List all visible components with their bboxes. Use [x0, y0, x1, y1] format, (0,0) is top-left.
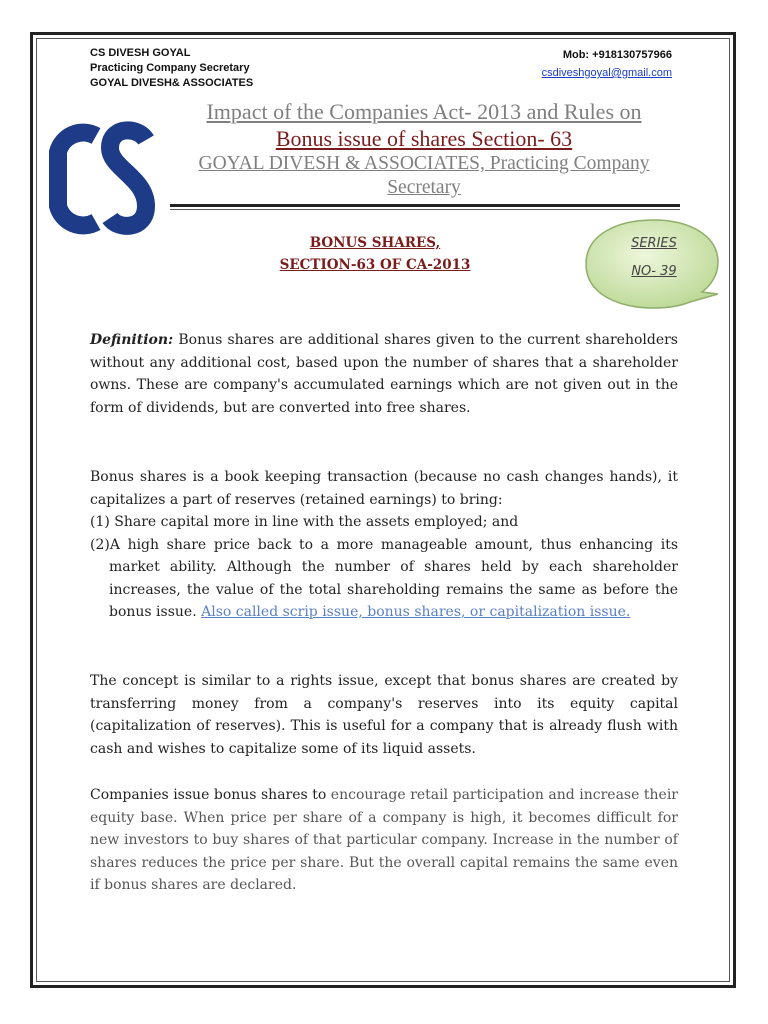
- paragraph-why-issue: [90, 784, 678, 897]
- paragraph-book-keeping: [90, 466, 678, 624]
- mobile-number: Mob: +918130757966: [562, 49, 672, 61]
- email-link[interactable]: csdiveshgoyal@gmail.com: [541, 67, 672, 79]
- firm-name: GOYAL DIVESH& ASSOCIATES: [90, 77, 254, 89]
- section-heading-line-2: SECTION-63 OF CA-2013: [279, 257, 471, 273]
- list-item-2: [90, 534, 678, 624]
- section-heading: [230, 232, 520, 276]
- definition-text: Bonus shares are additional shares given to the current shareholders without any additional cost, based upon the number of shares that a shareholder owns. These are company's accumulated earnings which are not given out in the form of dividends, but are converted into free shares.: [90, 332, 678, 416]
- scrip-issue-link[interactable]: Also called scrip issue, bonus shares, or capitalization issue.: [201, 604, 631, 620]
- letterhead-left: [90, 46, 253, 91]
- rights-issue-text: The concept is similar to a rights issue, except that bonus shares are created by transferring money from a company's reserves into its equity capital (capitalization of reserves). This is useful for a company that is already flush with cash and wishes to capitalize some of its liquid assets.: [90, 673, 678, 757]
- series-badge: [604, 230, 704, 286]
- paragraph-definition: [90, 329, 678, 419]
- series-label: SERIES: [631, 236, 677, 251]
- section-heading-line-1: BONUS SHARES,: [309, 235, 441, 251]
- title-line-4: Secretary: [387, 177, 461, 198]
- why-issue-text: encourage retail participation and increase their equity base. When price per share of a company is high, it becomes difficult for new investors to buy shares of that particular company. Increase in the number of shares reduces the price per share. But the overall capital remains the same even if bonus shares are declared.: [90, 787, 678, 893]
- book-keeping-intro: Bonus shares is a book keeping transaction (because no cash changes hands), it capitalizes a part of reserves (retained earnings) to bring:: [90, 469, 678, 508]
- series-number: NO- 39: [631, 264, 677, 279]
- author-designation: Practicing Company Secretary: [90, 62, 250, 74]
- author-name: CS DIVESH GOYAL: [90, 47, 191, 59]
- list-item-1: (1) Share capital more in line with the assets employed; and: [90, 514, 519, 530]
- title-line-2: Bonus issue of shares Section- 63: [275, 126, 573, 151]
- definition-label: Definition:: [90, 332, 174, 348]
- why-issue-lead: Companies issue bonus shares to: [90, 787, 327, 803]
- list-item-2-text: (2)A high share price back to a more manageable amount, thus enhancing its market ability. Although the number of shares held by each shareholder increases, the value of the total shareholding remains the same as before the bonus issue.: [90, 536, 678, 620]
- title-rule-thick: [170, 204, 680, 207]
- document-title: [168, 98, 680, 200]
- title-line-1: Impact of the Companies Act- 2013 and Rules on: [206, 99, 642, 124]
- letterhead-right: [542, 46, 672, 82]
- title-rule-thin: [170, 209, 680, 210]
- title-line-3: GOYAL DIVESH & ASSOCIATES, Practicing Company: [198, 153, 650, 174]
- paragraph-rights-issue: [90, 670, 678, 760]
- cs-logo: [46, 118, 158, 238]
